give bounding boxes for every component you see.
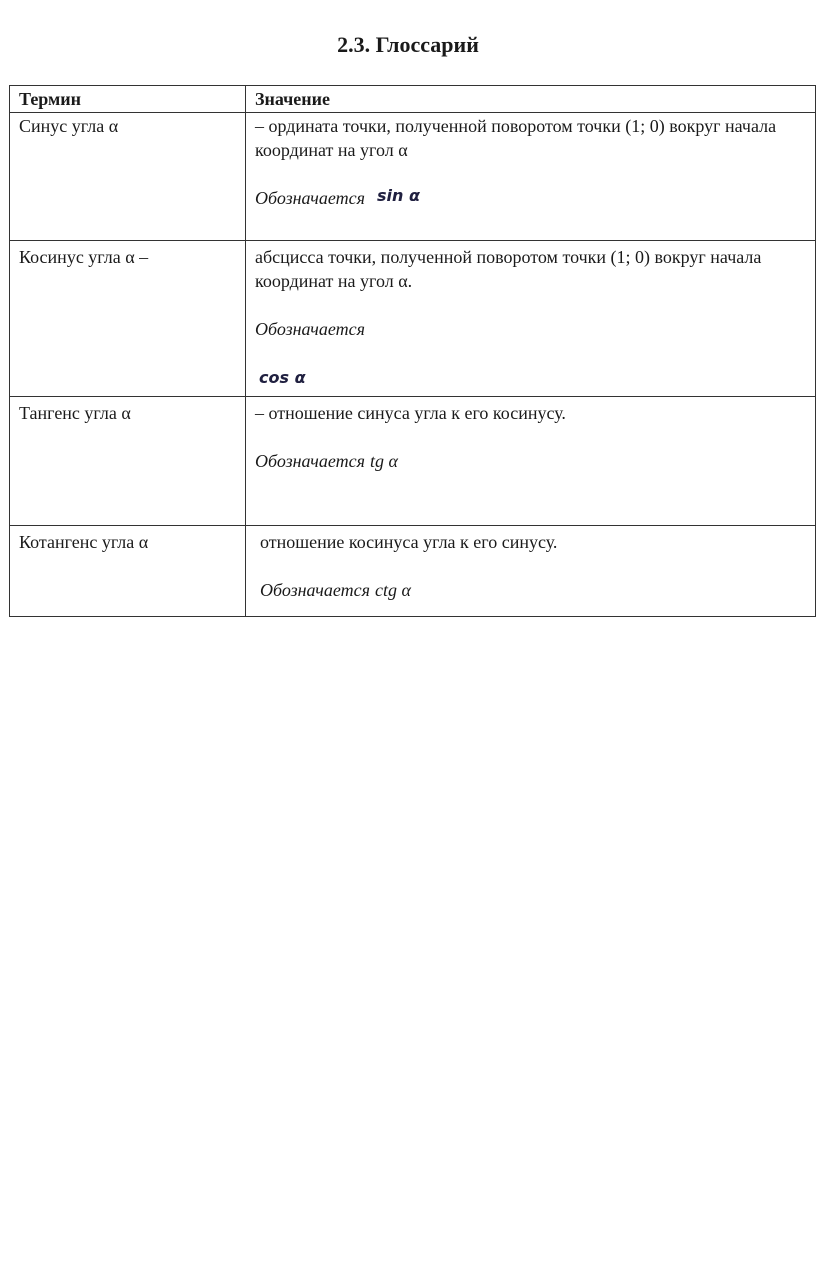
notation-label: Обозначается <box>255 188 365 208</box>
definition-cell <box>246 526 816 617</box>
notation-label: Обозначается <box>255 319 365 339</box>
definition-text: отношение косинуса угла к его синусу. <box>260 532 558 552</box>
notation-label: Обозначается <box>260 580 370 600</box>
term-cell: Котангенс угла α <box>10 526 246 617</box>
formula-text: ctg α <box>375 580 411 600</box>
table-row <box>10 397 816 526</box>
table-row <box>10 526 816 617</box>
term-cell: Тангенс угла α <box>10 397 246 526</box>
formula-line <box>259 365 811 390</box>
table-header-row <box>10 86 816 113</box>
page-title: 2.3. Глоссарий <box>337 32 479 57</box>
table-row <box>10 113 816 241</box>
glossary-table <box>9 85 816 617</box>
definition-text: – отношение синуса угла к его косинусу. <box>255 403 566 423</box>
notation-line <box>260 578 811 602</box>
header-meaning: Значение <box>246 86 816 113</box>
definition-cell <box>246 113 816 241</box>
notation-line <box>255 449 811 473</box>
term-cell: Косинус угла α – <box>10 241 246 397</box>
definition-text: абсцисса точки, полученной поворотом точки (1; 0) вокруг начала координат на угол α. <box>255 247 762 291</box>
notation-line <box>255 317 811 341</box>
definition-cell <box>246 241 816 397</box>
formula-image: cos α <box>259 368 306 387</box>
formula-text: tg α <box>370 451 398 471</box>
header-term: Термин <box>10 86 246 113</box>
term-cell: Синус угла α <box>10 113 246 241</box>
formula-image: sin α <box>377 186 420 205</box>
notation-label: Обозначается <box>255 451 365 471</box>
table-row <box>10 241 816 397</box>
notation-line <box>255 186 811 211</box>
definition-text: – ордината точки, полученной поворотом точки (1; 0) вокруг начала координат на угол α <box>255 116 777 160</box>
definition-cell <box>246 397 816 526</box>
